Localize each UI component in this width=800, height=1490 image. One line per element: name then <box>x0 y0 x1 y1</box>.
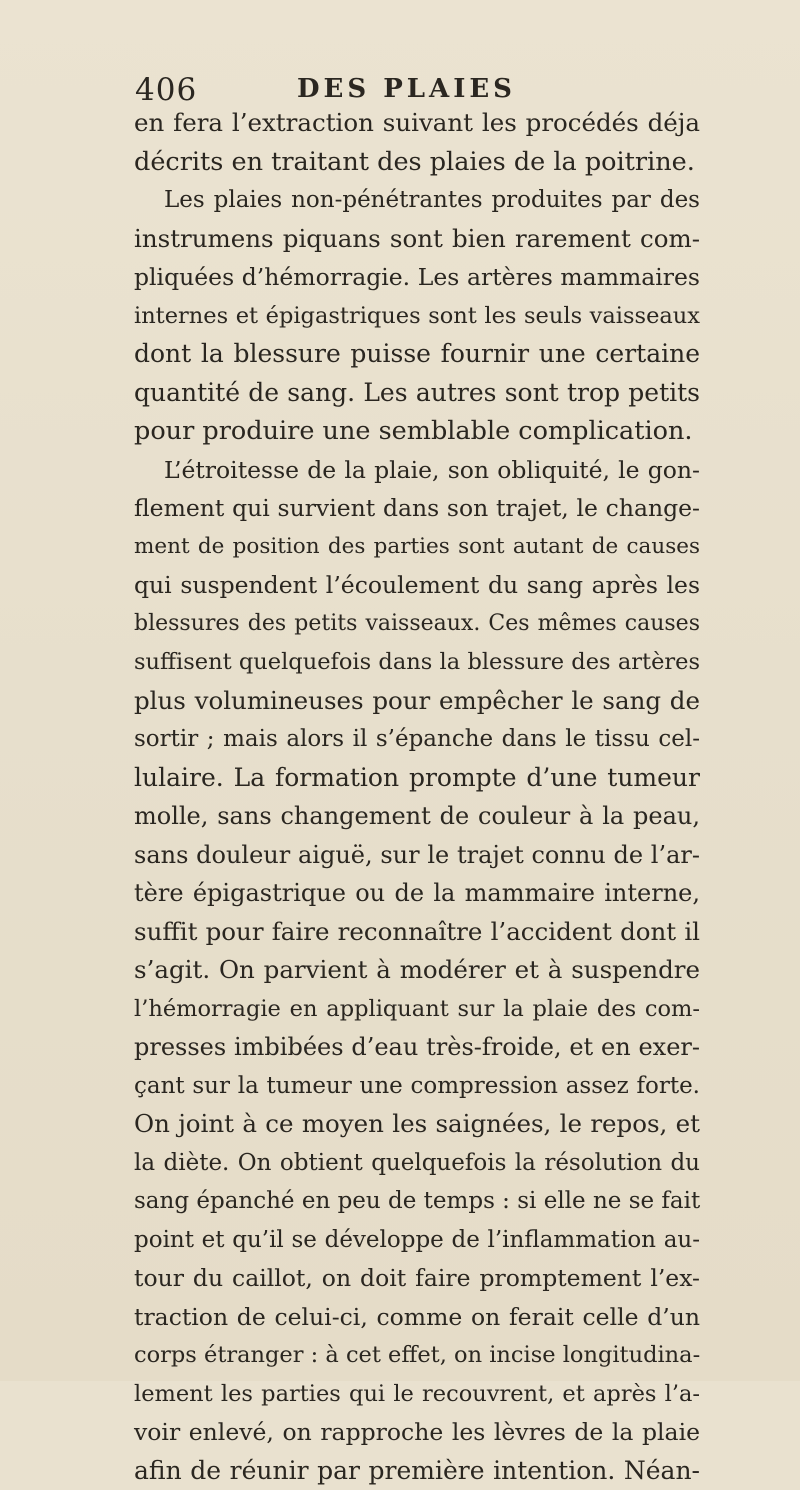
text-line: la diète. On obtient quelquefois la résolution du <box>134 1144 700 1183</box>
page-number: 406 <box>135 72 197 108</box>
text-line: en fera l’extraction suivant les procédés déja <box>134 104 700 143</box>
text-line: qui suspendent l’écoulement du sang après les <box>134 566 700 605</box>
text-line: voir enlevé, on rapproche les lèvres de la plaie <box>134 1413 700 1452</box>
text-line: suffisent quelquefois dans la blessure des artères <box>134 643 700 682</box>
text-line: point et qu’il se développe de l’inflammation au- <box>134 1221 700 1260</box>
text-line: molle, sans changement de couleur à la peau, <box>134 797 700 836</box>
text-line: flement qui survient dans son trajet, le change- <box>134 489 700 528</box>
running-head: DES PLAIES <box>297 74 516 104</box>
text-line: instrumens piquans sont bien rarement com- <box>134 220 700 259</box>
text-line: sortir ; mais alors il s’épanche dans le tissu cel- <box>134 720 700 759</box>
text-line: presses imbibées d’eau très-froide, et en exer- <box>134 1028 700 1067</box>
text-line: dont la blessure puisse fournir une certaine <box>134 335 700 374</box>
text-line: pour produire une semblable complication. <box>134 412 700 451</box>
text-line: s’agit. On parvient à modérer et à suspendre <box>134 951 700 990</box>
text-line: çant sur la tumeur une compression assez forte. <box>134 1067 700 1106</box>
text-line: ment de position des parties sont autant de causes <box>134 528 700 567</box>
text-line: tour du caillot, on doit faire promptement l’ex- <box>134 1259 700 1298</box>
text-line: lulaire. La formation prompte d’une tumeur <box>134 759 700 798</box>
text-line: Les plaies non-pénétrantes produites par des <box>134 181 700 220</box>
text-line: L’étroitesse de la plaie, son obliquité, le gon- <box>134 451 700 490</box>
text-line: suffit pour faire reconnaître l’accident dont il <box>134 913 700 952</box>
text-line: quantité de sang. Les autres sont trop petits <box>134 374 700 413</box>
text-line: lement les parties qui le recouvrent, et après l’a- <box>134 1375 700 1414</box>
text-line: traction de celui-ci, comme on ferait celle d’un <box>134 1298 700 1337</box>
text-line: internes et épigastriques sont les seuls vaisseaux <box>134 297 700 336</box>
text-line: corps étranger : à cet effet, on incise longitudina- <box>134 1336 700 1375</box>
text-line: plus volumineuses pour empêcher le sang de <box>134 682 700 721</box>
text-line: sans douleur aiguë, sur le trajet connu de l’ar- <box>134 836 700 875</box>
text-line: afin de réunir par première intention. Néan- <box>134 1452 700 1490</box>
text-line: sang épanché en peu de temps : si elle ne se fait <box>134 1182 700 1221</box>
text-line: pliquées d’hémorragie. Les artères mammaires <box>134 258 700 297</box>
text-line: l’hémorragie en appliquant sur la plaie des com- <box>134 990 700 1029</box>
text-line: tère épigastrique ou de la mammaire interne, <box>134 874 700 913</box>
text-line: blessures des petits vaisseaux. Ces mêmes causes <box>134 605 700 644</box>
text-line: On joint à ce moyen les saignées, le repos, et <box>134 1105 700 1144</box>
body-text <box>134 104 700 1490</box>
text-line: décrits en traitant des plaies de la poitrine. <box>134 143 700 182</box>
